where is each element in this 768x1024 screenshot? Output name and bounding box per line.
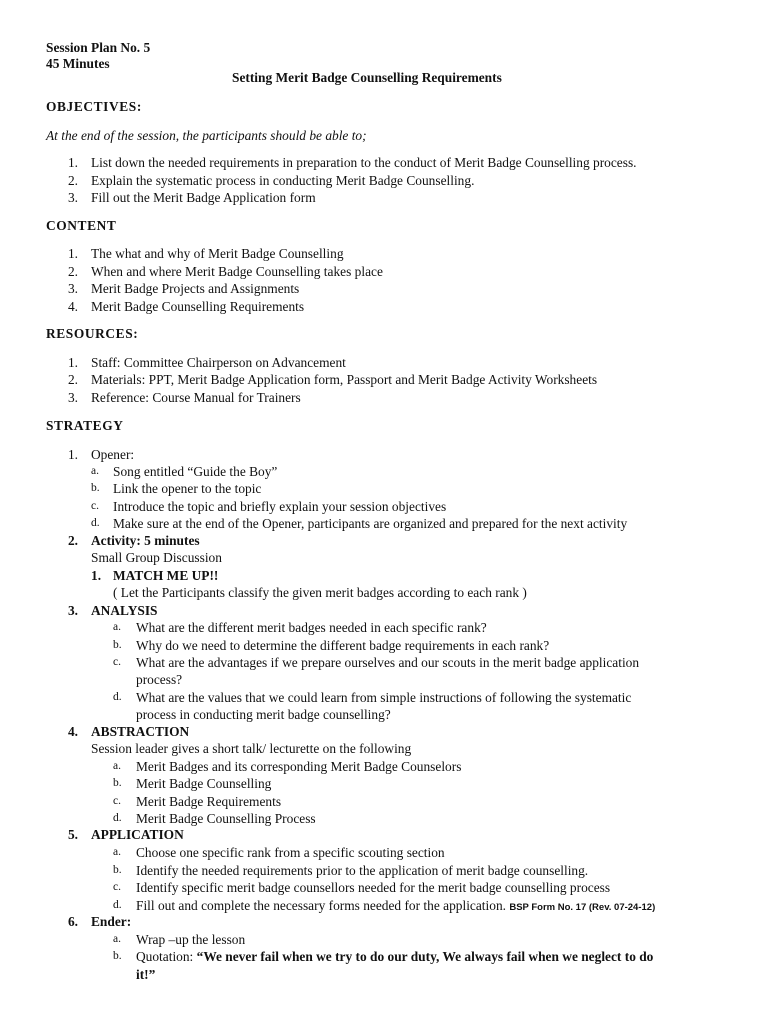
analysis-item: What are the different merit badges needed in each specific rank?: [136, 620, 487, 635]
quotation-label: Quotation:: [136, 949, 197, 964]
objective-item: Explain the systematic process in conducting Merit Badge Counselling.: [91, 173, 475, 188]
resource-item: Reference: Course Manual for Trainers: [91, 390, 301, 405]
strategy-step-number: 1.: [67, 447, 78, 462]
application-label: APPLICATION: [91, 827, 184, 842]
objective-number: 1.: [67, 155, 78, 170]
application-letter: d.: [113, 899, 122, 911]
page-title: Setting Merit Badge Counselling Requirements: [232, 70, 502, 85]
content-number: 2.: [67, 264, 78, 279]
strategy-heading: STRATEGY: [46, 418, 124, 433]
session-plan-number: Session Plan No. 5: [46, 40, 151, 55]
objective-number: 2.: [67, 173, 78, 188]
quotation-text: “We never fail when we try to do our duty, We always fail when we neglect to do: [196, 949, 654, 964]
analysis-letter: c.: [113, 656, 121, 668]
ender-item: Wrap –up the lesson: [136, 932, 246, 947]
content-item: When and where Merit Badge Counselling takes place: [91, 264, 383, 279]
abstraction-letter: c.: [113, 795, 121, 807]
content-heading: CONTENT: [46, 218, 117, 233]
analysis-item-continuation: process?: [136, 672, 183, 687]
abstraction-item: Merit Badges and its corresponding Merit Badge Counselors: [136, 759, 462, 774]
analysis-letter: b.: [113, 639, 122, 651]
strategy-step-number: 3.: [67, 603, 78, 618]
resource-item: Materials: PPT, Merit Badge Application form, Passport and Merit Badge Activity Worksheets: [91, 372, 598, 387]
opener-letter: d.: [91, 517, 100, 529]
opener-item: Make sure at the end of the Opener, participants are organized and prepared for the next activity: [113, 516, 628, 531]
resource-number: 2.: [67, 372, 78, 387]
objective-item: Fill out the Merit Badge Application form: [91, 190, 316, 205]
application-letter: a.: [113, 846, 121, 858]
session-duration: 45 Minutes: [46, 56, 110, 71]
ender-label: Ender:: [91, 914, 132, 929]
analysis-letter: d.: [113, 691, 122, 703]
strategy-step-number: 2.: [67, 533, 78, 548]
analysis-item-continuation: process in conducting merit badge counselling?: [136, 707, 391, 722]
opener-item: Link the opener to the topic: [113, 481, 262, 496]
analysis-item: What are the advantages if we prepare ourselves and our scouts in the merit badge application: [136, 655, 640, 670]
resources-heading: RESOURCES:: [46, 326, 139, 341]
content-item: The what and why of Merit Badge Counselling: [91, 246, 344, 261]
quotation-continuation: it!”: [136, 967, 156, 982]
content-number: 4.: [67, 299, 78, 314]
objective-item: List down the needed requirements in preparation to the conduct of Merit Badge Counselling process.: [91, 155, 637, 170]
activity-label: Activity: 5 minutes: [91, 533, 200, 548]
content-item: Merit Badge Counselling Requirements: [91, 299, 305, 314]
opener-label: Opener:: [91, 447, 135, 462]
application-item: Identify the needed requirements prior to the application of merit badge counselling.: [136, 863, 589, 878]
application-item: [136, 897, 655, 916]
ender-letter: a.: [113, 933, 121, 945]
resource-item: Staff: Committee Chairperson on Advancement: [91, 355, 346, 370]
abstraction-letter: b.: [113, 777, 122, 789]
strategy-step-number: 5.: [67, 827, 78, 842]
match-number: 1.: [91, 568, 102, 583]
abstraction-letter: d.: [113, 812, 122, 824]
strategy-step-number: 4.: [67, 724, 78, 739]
content-item: Merit Badge Projects and Assignments: [91, 281, 300, 296]
abstraction-item: Merit Badge Requirements: [136, 794, 282, 809]
abstraction-item: Merit Badge Counselling: [136, 776, 272, 791]
opener-letter: b.: [91, 482, 100, 494]
bsp-form-footnote: BSP Form No. 17 (Rev. 07-24-12): [509, 902, 656, 913]
strategy-step-number: 6.: [67, 914, 78, 929]
ender-item: [136, 948, 653, 965]
application-letter: c.: [113, 881, 121, 893]
opener-item: Song entitled “Guide the Boy”: [113, 464, 278, 479]
abstraction-label: ABSTRACTION: [91, 724, 190, 739]
abstraction-subtitle: Session leader gives a short talk/ lecturette on the following: [91, 741, 412, 756]
opener-letter: c.: [91, 500, 99, 512]
content-number: 1.: [67, 246, 78, 261]
resource-number: 3.: [67, 390, 78, 405]
match-label: MATCH ME UP!!: [113, 568, 219, 583]
analysis-label: ANALYSIS: [91, 603, 158, 618]
analysis-item: What are the values that we could learn from simple instructions of following the systematic: [136, 690, 632, 705]
activity-subtitle: Small Group Discussion: [91, 550, 222, 565]
application-item-text: Fill out and complete the necessary forms needed for the application.: [136, 898, 506, 913]
opener-item: Introduce the topic and briefly explain your session objectives: [113, 499, 447, 514]
objective-number: 3.: [67, 190, 78, 205]
content-number: 3.: [67, 281, 78, 296]
objectives-heading: OBJECTIVES:: [46, 99, 142, 114]
abstraction-item: Merit Badge Counselling Process: [136, 811, 316, 826]
resource-number: 1.: [67, 355, 78, 370]
analysis-letter: a.: [113, 621, 121, 633]
objectives-intro: At the end of the session, the participants should be able to;: [46, 128, 367, 143]
analysis-item: Why do we need to determine the different badge requirements in each rank?: [136, 638, 550, 653]
application-letter: b.: [113, 864, 122, 876]
opener-letter: a.: [91, 465, 99, 477]
match-note: ( Let the Participants classify the given merit badges according to each rank ): [113, 585, 527, 600]
abstraction-letter: a.: [113, 760, 121, 772]
ender-letter: b.: [113, 950, 122, 962]
application-item: Choose one specific rank from a specific scouting section: [136, 845, 445, 860]
application-item: Identify specific merit badge counsellors needed for the merit badge counselling process: [136, 880, 611, 895]
